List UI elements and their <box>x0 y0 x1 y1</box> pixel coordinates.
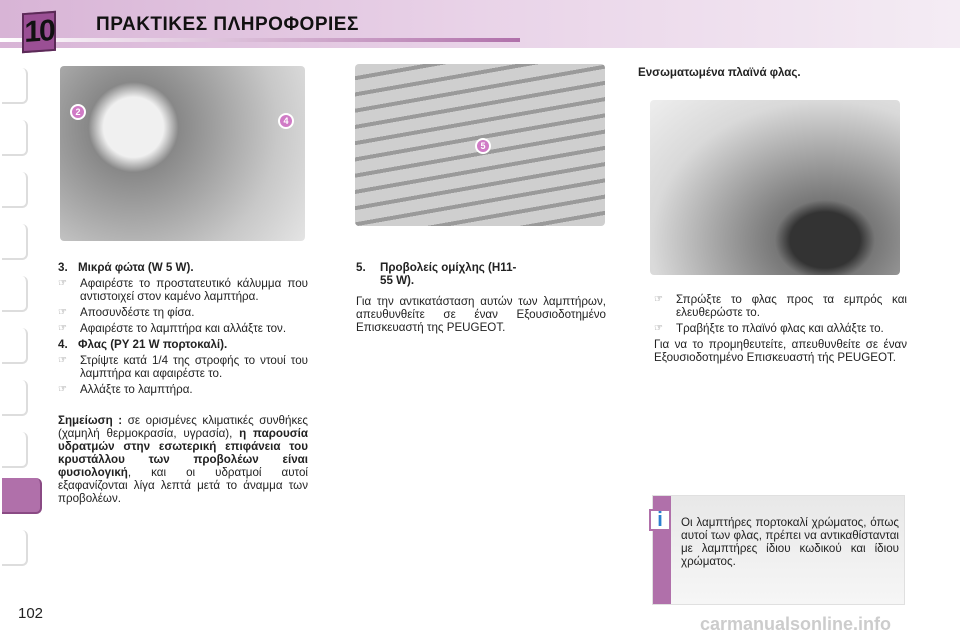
marker-5: 5 <box>475 138 491 154</box>
fog-lamp-photo <box>355 64 605 226</box>
section-number: 5. <box>356 261 366 274</box>
step-text: Στρίψτε κατά 1/4 της στροφής το ντουί του λαμπτήρα και αφαιρέστε το. <box>80 354 308 380</box>
section-text: Για να το προμηθευτείτε, απευθυνθείτε σε έναν Εξουσιοδοτημένο Επισκευαστή τής PEUGEOT. <box>654 338 907 364</box>
chapter-tab[interactable] <box>2 172 28 208</box>
chapter-tab[interactable] <box>2 380 28 416</box>
info-text: Οι λαμπτήρες πορτοκαλί χρώματος, όπως αυτοί των φλας, πρέπει να αντικαθίστανται με λαμπτήρες ίδιου κωδικού και ίδιου χρώματος. <box>681 516 899 568</box>
step-text: Αλλάξτε το λαμπτήρα. <box>80 383 193 396</box>
pointing-hand-icon: ☞ <box>654 323 663 334</box>
chapter-tab[interactable] <box>2 68 28 104</box>
section-4-heading <box>58 338 308 351</box>
section-title: Ενσωματωμένα πλαϊνά φλας. <box>638 66 801 79</box>
right-column <box>654 293 907 364</box>
left-column <box>58 261 308 505</box>
pointing-hand-icon: ☞ <box>58 307 67 318</box>
chapter-tab[interactable] <box>2 224 28 260</box>
step <box>58 354 308 380</box>
side-indicator-photo <box>650 100 900 275</box>
section-title: Προβολείς ομίχλης (H11-55 W). <box>380 261 517 287</box>
chapter-tabs <box>0 60 32 580</box>
section-title: Μικρά φώτα (W 5 W). <box>78 261 194 274</box>
chapter-tab[interactable] <box>2 276 28 312</box>
note-emphasis: η παρουσία υδρατμών στην εσωτερική επιφάνεια του κρυστάλλου των προβολέων είναι φυσιολογική <box>58 427 308 479</box>
chapter-tab[interactable] <box>2 530 28 566</box>
page-title: ΠΡΑΚΤΙΚΕΣ ΠΛΗΡΟΦΟΡΙΕΣ <box>96 14 359 35</box>
chapter-tab-active[interactable] <box>2 478 42 514</box>
step-text: Αφαιρέστε το προστατευτικό κάλυμμα που αντιστοιχεί στον καμένο λαμπτήρα. <box>80 277 308 303</box>
watermark: carmanualsonline.info <box>700 614 892 634</box>
info-icon: i <box>649 509 671 531</box>
step <box>58 306 308 319</box>
section-5-heading <box>356 261 606 287</box>
chapter-tab[interactable] <box>2 120 28 156</box>
section-3-heading <box>58 261 308 274</box>
chapter-number: 10 <box>22 11 56 53</box>
info-box <box>652 495 905 605</box>
right-heading <box>638 66 908 82</box>
chapter-header <box>0 0 960 48</box>
page-number: 102 <box>18 605 44 622</box>
marker-2: 2 <box>70 104 86 120</box>
headlamp-photo <box>60 66 305 241</box>
pointing-hand-icon: ☞ <box>58 384 67 395</box>
marker-4: 4 <box>278 113 294 129</box>
step-text: Τραβήξτε το πλαϊνό φλας και αλλάξτε το. <box>676 322 884 335</box>
middle-column <box>356 261 606 334</box>
step-text: Σπρώξτε το φλας προς τα εμπρός και ελευθερώστε το. <box>676 293 907 319</box>
section-title: Φλας (PY 21 W πορτοκαλί). <box>78 338 228 351</box>
chapter-tab[interactable] <box>2 432 28 468</box>
note-text: σε ορισμένες κλιματικές συνθήκες (χαμηλή θερμοκρασία, υγρασία), <box>58 414 308 440</box>
pointing-hand-icon: ☞ <box>58 323 67 334</box>
step <box>58 322 308 335</box>
section-number: 3. <box>58 261 68 274</box>
note-text: , και οι υδρατμοί αυτοί εξαφανίζονται λίγα λεπτά μετά το άναμμα των προβολέων. <box>58 466 308 505</box>
step <box>58 277 308 303</box>
step-text: Αποσυνδέστε τη φίσα. <box>80 306 195 319</box>
chapter-tab[interactable] <box>2 328 28 364</box>
step <box>654 293 907 319</box>
section-number: 4. <box>58 338 68 351</box>
section-text: Για την αντικατάσταση αυτών των λαμπτήρων, απευθυνθείτε σε έναν Εξουσιοδοτημένο Επισκευαστή της PEUGEOT. <box>356 295 606 334</box>
note <box>58 414 308 505</box>
pointing-hand-icon: ☞ <box>58 278 67 289</box>
pointing-hand-icon: ☞ <box>654 294 663 305</box>
header-rule <box>0 38 520 42</box>
step <box>654 322 907 335</box>
step-text: Αφαιρέστε το λαμπτήρα και αλλάξτε τον. <box>80 322 287 335</box>
note-label: Σημείωση : <box>58 414 123 427</box>
step <box>58 383 308 396</box>
pointing-hand-icon: ☞ <box>58 355 67 366</box>
